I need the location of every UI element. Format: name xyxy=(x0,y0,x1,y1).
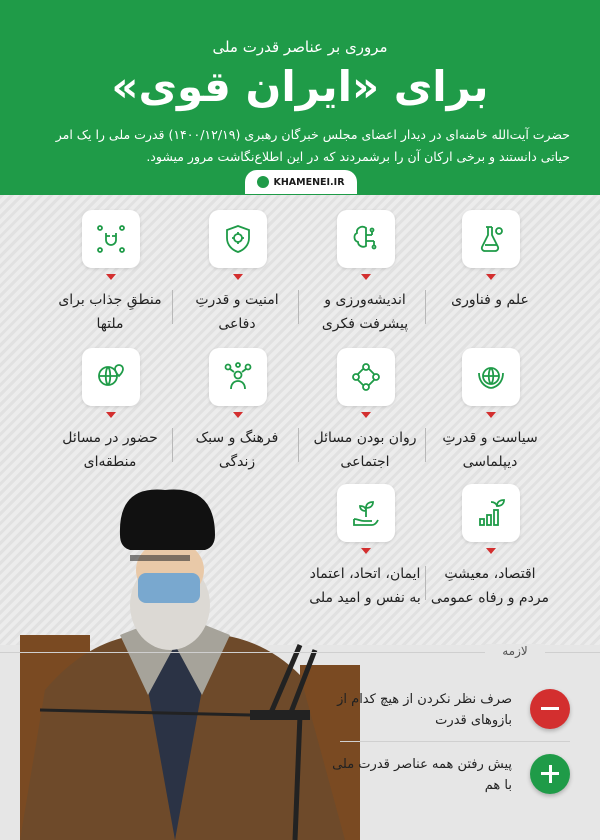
pointer-arrow xyxy=(486,412,496,418)
requirement-item xyxy=(330,750,570,800)
minus-icon xyxy=(530,689,570,729)
element-tile xyxy=(462,484,520,542)
subtitle: مروری بر عناصر قدرت ملی xyxy=(212,38,388,56)
globe-pin-icon xyxy=(95,361,127,393)
element-tile xyxy=(462,210,520,268)
divider xyxy=(425,428,426,462)
element-tile xyxy=(82,210,140,268)
element-label: سیاست و قدرتِ دیپلماسی xyxy=(442,430,538,470)
globe-laurel-icon xyxy=(475,361,507,393)
element-label: امنیت و قدرتِ دفاعی xyxy=(195,292,279,332)
divider xyxy=(172,290,173,324)
brain-circuit-icon xyxy=(350,223,382,255)
element-tile xyxy=(462,348,520,406)
requirement-item xyxy=(330,685,570,735)
element-label: اقتصاد، معیشتِ مردم و رفاه عمومی xyxy=(430,566,550,606)
element-label: منطقِ جذاب برای ملتها xyxy=(58,292,162,332)
science-flask-icon xyxy=(475,223,507,255)
element-tile xyxy=(337,210,395,268)
element-label: روان بودن مسائل اجتماعی xyxy=(313,430,417,470)
element-label: فرهنگ و سبک زندگی xyxy=(195,430,279,470)
element-tile xyxy=(209,210,267,268)
growth-chart-icon xyxy=(475,497,507,529)
divider xyxy=(298,428,299,462)
description: حضرت آیت‌الله خامنه‌ای در دیدار اعضای مجلس خبرگان رهبری (۱۴۰۰/۱۲/۱۹) قدرت ملی را یک امر حیاتی دانستند و برخی ارکان آن را برشمردند که در این اطلاع‌نگاشت مرور میشود. xyxy=(55,127,570,164)
pointer-arrow xyxy=(233,274,243,280)
plus-icon xyxy=(530,754,570,794)
person-ideas-icon xyxy=(222,361,254,393)
element-label: اندیشه‌ورزی و پیشرفت فکری xyxy=(321,292,409,332)
divider xyxy=(298,290,299,324)
element-label: علم و فناوری xyxy=(451,292,529,308)
pointer-arrow xyxy=(233,412,243,418)
shield-gear-icon xyxy=(222,223,254,255)
divider xyxy=(340,741,570,742)
pointer-arrow xyxy=(486,548,496,554)
element-label: ایمان، اتحاد، اعتماد به نفس و امید ملی xyxy=(309,566,421,606)
pointer-arrow xyxy=(106,412,116,418)
element-label: حضور در مسائل منطقه‌ای xyxy=(62,430,158,470)
pointer-arrow xyxy=(361,274,371,280)
requirements-heading: لازمه xyxy=(485,644,545,658)
logo-icon xyxy=(257,176,269,188)
portrait-photo xyxy=(0,485,370,840)
page-title: برای «ایران قوی» xyxy=(111,62,489,111)
pointer-arrow xyxy=(486,274,496,280)
site-logo[interactable] xyxy=(245,170,357,194)
magnet-network-icon xyxy=(95,223,127,255)
element-tile xyxy=(209,348,267,406)
divider xyxy=(172,428,173,462)
pointer-arrow xyxy=(106,274,116,280)
pointer-arrow xyxy=(361,412,371,418)
people-network-icon xyxy=(350,361,382,393)
requirement-text: صرف نظر نکردن از هیچ کدام از بازوهای قدرت xyxy=(337,692,512,728)
element-tile xyxy=(82,348,140,406)
divider xyxy=(425,290,426,324)
logo-text: KHAMENEI.IR xyxy=(273,176,345,188)
requirement-text: پیش رفتن همه عناصر قدرت ملی با هم xyxy=(332,757,512,793)
header-banner xyxy=(0,0,600,195)
element-tile xyxy=(337,348,395,406)
divider xyxy=(425,566,426,600)
